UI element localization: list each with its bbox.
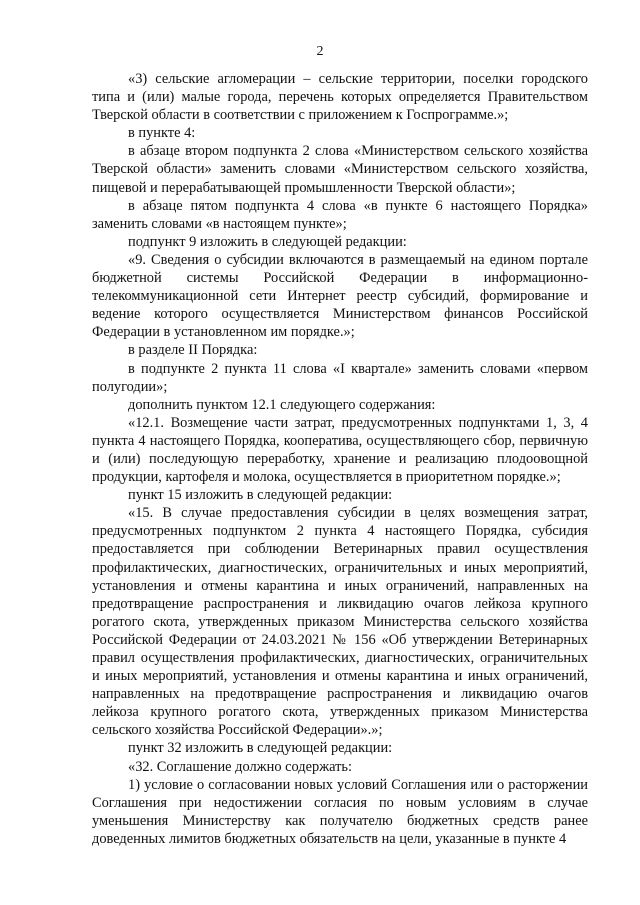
paragraph-section-2-intro: в разделе II Порядка: <box>128 342 258 359</box>
paragraph-subpoint-9-text: «9. Сведения о субсидии включаются в размещаемый на едином портале бюджетной системы Российской Федерации в информационно-телекоммуникационной сети Интернет реестр субсидий, формирование и ведение которого осуществляется Министерством финансов Российской Федерации в установленном им порядке.»; <box>92 251 588 341</box>
paragraph-point-12-1-text: «12.1. Возмещение части затрат, предусмотренных подпунктами 1, 3, 4 пункта 4 настоящего Порядка, кооператива, осуществляющего сбор, первичную и (или) последующую переработку, хранение и реализацию плодоовощной продукции, картофеля и молока, осуществляется в приоритетном порядке.»; <box>92 414 588 486</box>
paragraph-point-15-text: «15. В случае предоставления субсидии в целях возмещения затрат, предусмотренных подпунктом 2 пункта 4 настоящего Порядка, субсидия предоставляется при соблюдении Ветеринарных правил осуществления профилактических, диагностических, ограничительных и иных мероприятий, установления и отмены карантина и иных ограничений, направленных на предотвращение распространения и ликвидацию очагов лейкоза крупного рогатого скота, утвержденных приказом Министерства сельского хозяйства Российской Федерации от 24.03.2021 № 156 «Об утверждении Ветеринарных правил осуществления профилактических, диагностических, ограничительных и иных мероприятий, установления и отмены карантина и иных ограничений, направленных на предотвращение распространения и ликвидацию очагов лейкоза крупного рогатого скота, утвержденных приказом Министерства сельского хозяйства Российской Федерации».»; <box>92 505 588 739</box>
paragraph-point-4-intro: в пункте 4: <box>128 125 196 142</box>
paragraph-condition-1: 1) условие о согласовании новых условий Соглашения или о расторжении Соглашения при недостижении согласия по новым условиям в случае уменьшения Министерству как получателю бюджетных средств ранее доведенных лимитов бюджетных обязательств на цели, указанные в пункте 4 <box>92 776 588 847</box>
paragraph-abzac-second: в абзаце втором подпункта 2 слова «Министерством сельского хозяйства Тверской области» заменить словами «Министерством сельского хозяйства, пищевой и перерабатывающей промышленности Тверской области»; <box>92 143 588 196</box>
paragraph-point-15-intro: пункт 15 изложить в следующей редакции: <box>128 487 393 504</box>
document-body <box>92 70 588 848</box>
page-number: 2 <box>316 44 324 59</box>
paragraph-subpoint-9-intro: подпункт 9 изложить в следующей редакции: <box>128 233 407 250</box>
paragraph-point-32-text: «32. Соглашение должно содержать: <box>128 758 352 775</box>
paragraph-abzac-fifth: в абзаце пятом подпункта 4 слова «в пункте 6 настоящего Порядка» заменить словами «в настоящем пункте»; <box>92 197 588 232</box>
paragraph-point-12-1-intro: дополнить пунктом 12.1 следующего содержания: <box>128 396 436 413</box>
paragraph-point-32-intro: пункт 32 изложить в следующей редакции: <box>128 740 393 757</box>
paragraph-agglomerations: «3) сельские агломерации – сельские территории, поселки городского типа и (или) малые города, перечень которых определяется Правительством Тверской области в соответствии с приложением к Госпрограмме.»; <box>92 71 588 124</box>
paragraph-point-11: в подпункте 2 пункта 11 слова «I квартале» заменить словами «первом полугодии»; <box>92 360 588 395</box>
